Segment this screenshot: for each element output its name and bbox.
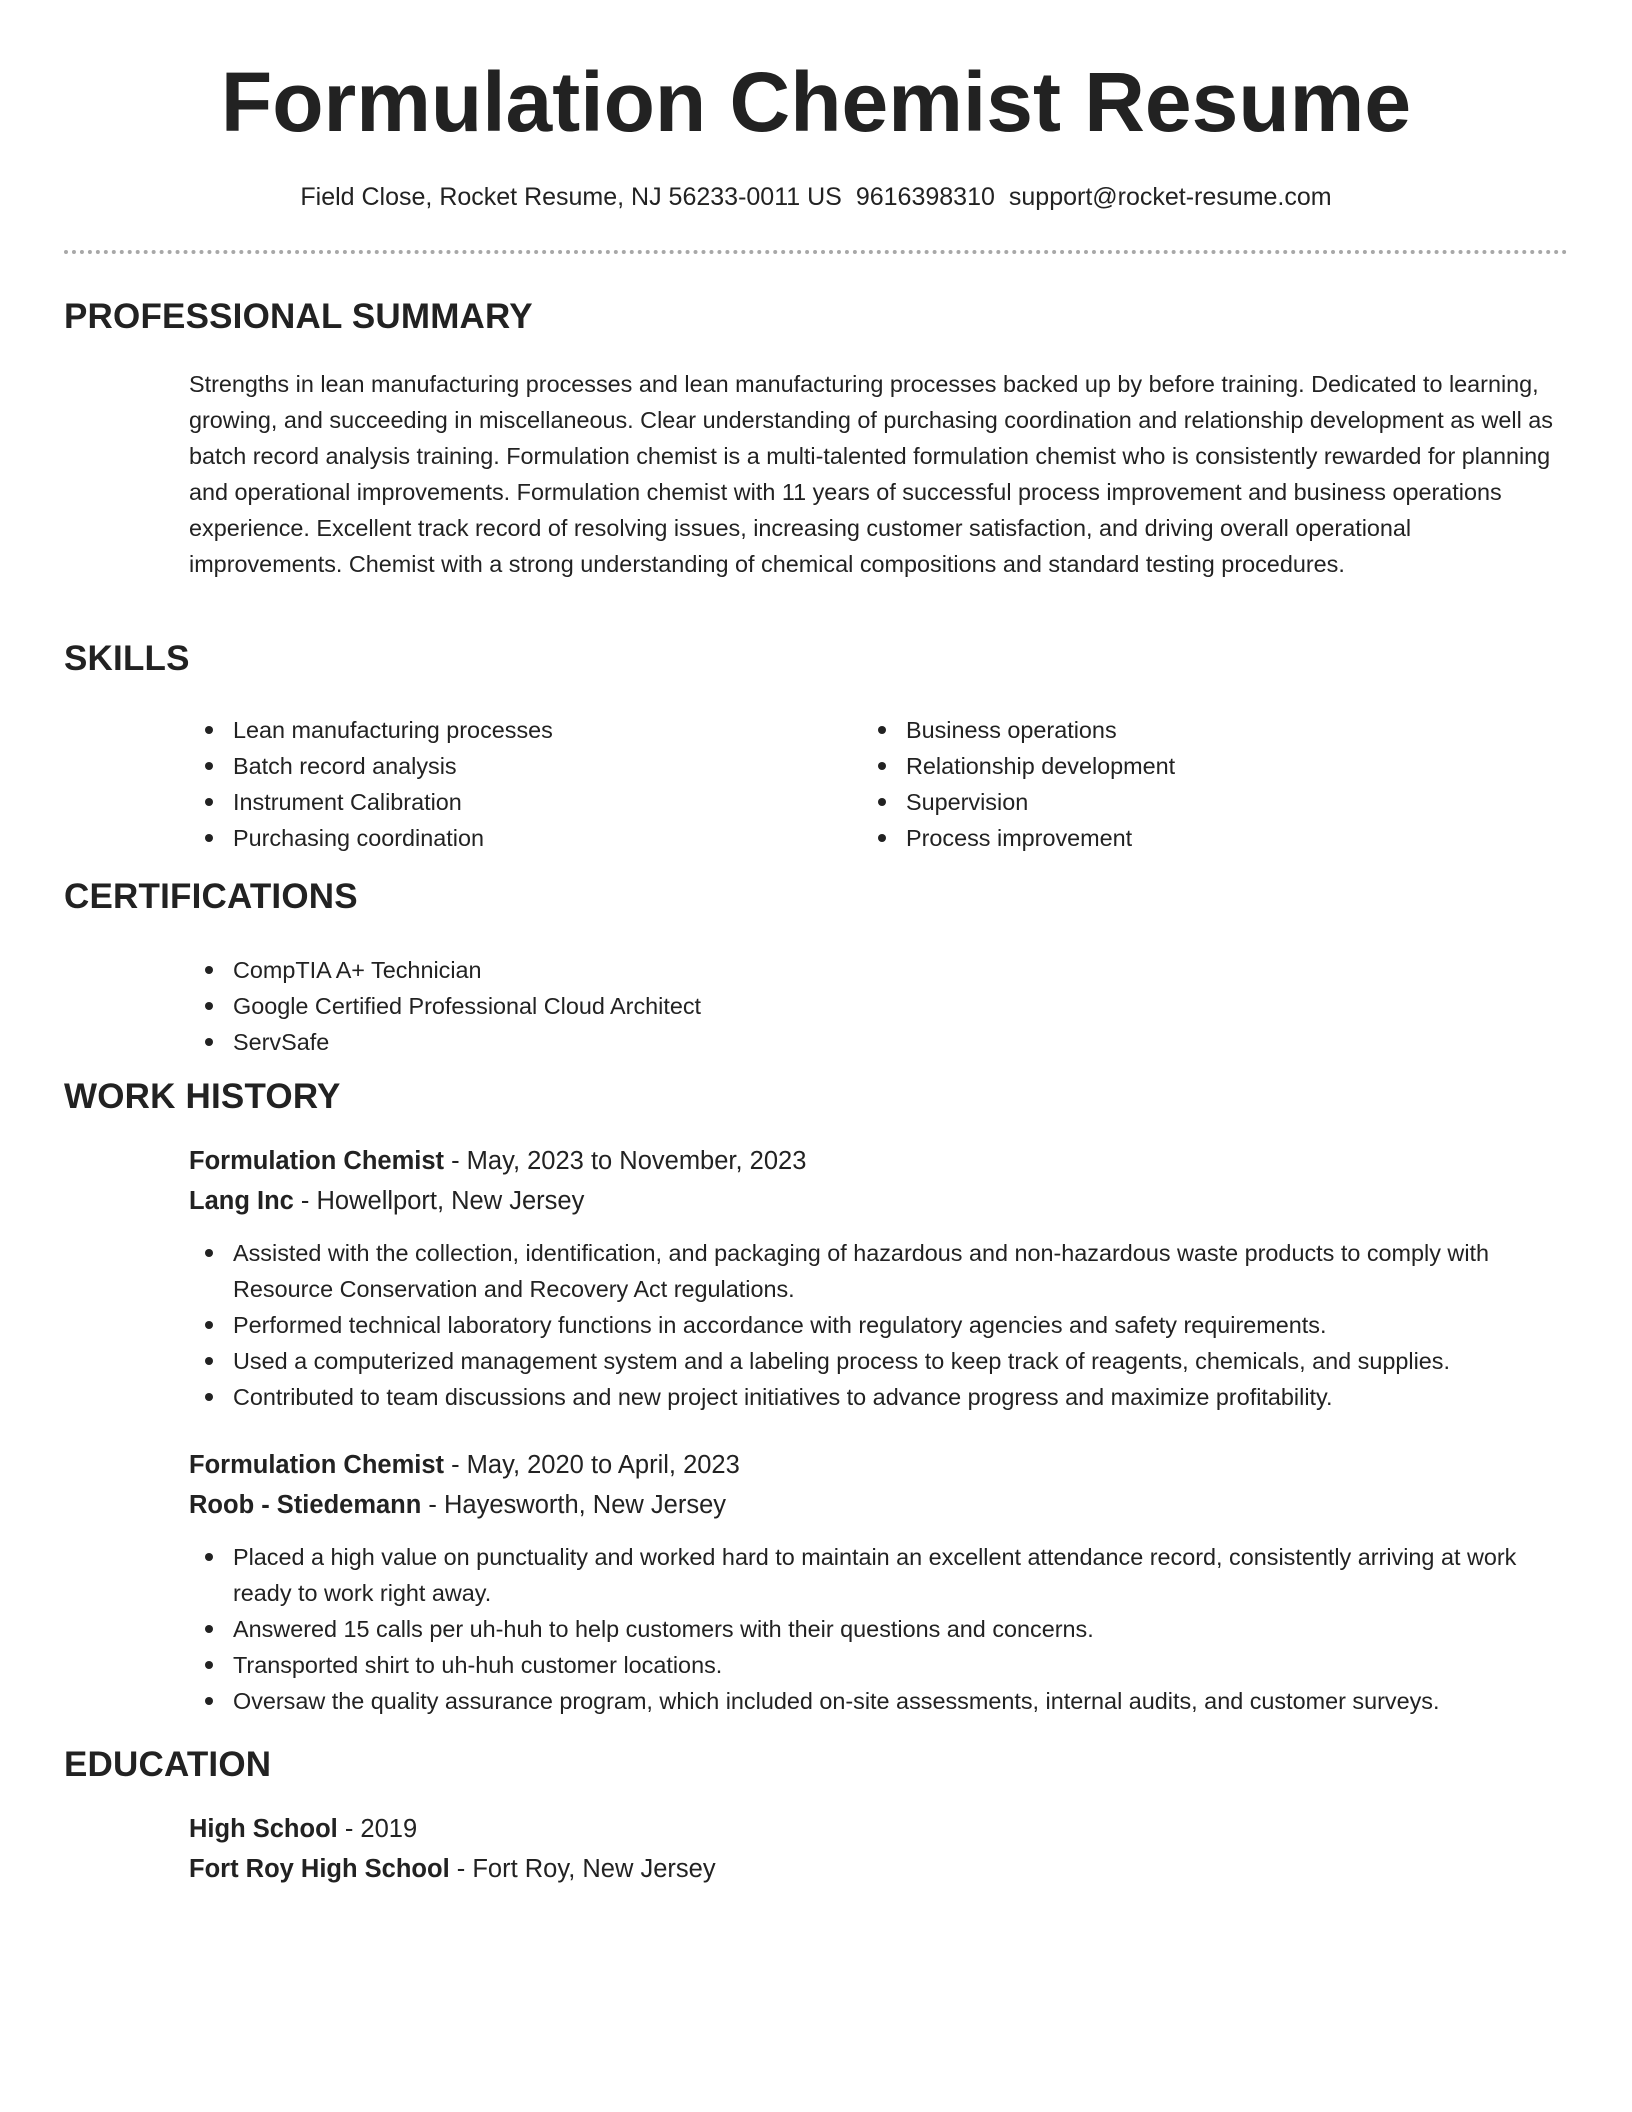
job-location: - Howellport, New Jersey (293, 1187, 585, 1215)
contact-line (0, 181, 1632, 214)
job-duties-list (189, 1539, 1569, 1719)
job-title-line (189, 1449, 740, 1482)
skill-item: Lean manufacturing processes (189, 712, 849, 748)
job-company-line (189, 1489, 726, 1522)
resume-title: Formulation Chemist Resume (220, 55, 1412, 149)
education-location: - Fort Roy, New Jersey (449, 1855, 716, 1883)
education-school-line (189, 1853, 716, 1886)
skill-item: Process improvement (862, 820, 1522, 856)
job-dates: - May, 2020 to April, 2023 (444, 1451, 740, 1479)
job-duty: Performed technical laboratory functions in accordance with regulatory agencies and safety requirements. (189, 1307, 1569, 1343)
job-duty: Used a computerized management system and a labeling process to keep track of reagents, chemicals, and supplies. (189, 1343, 1569, 1379)
skills-list-left (189, 712, 849, 856)
certifications-heading: CERTIFICATIONS (64, 877, 358, 916)
job-company: Lang Inc (189, 1187, 294, 1215)
work-history-heading: WORK HISTORY (64, 1077, 341, 1116)
job-duty: Answered 15 calls per uh-huh to help customers with their questions and concerns. (189, 1611, 1569, 1647)
contact-phone: 9616398310 (855, 183, 995, 211)
job-duty: Contributed to team discussions and new project initiatives to advance progress and maximize profitability. (189, 1379, 1569, 1415)
certification-item: Google Certified Professional Cloud Architect (189, 988, 1089, 1024)
skill-item: Relationship development (862, 748, 1522, 784)
job-duty: Transported shirt to uh-huh customer locations. (189, 1647, 1569, 1683)
job-duty: Oversaw the quality assurance program, which included on-site assessments, internal audits, and customer surveys. (189, 1683, 1569, 1719)
job-duty: Assisted with the collection, identification, and packaging of hazardous and non-hazardous waste products to comply with Resource Conservation and Recovery Act regulations. (189, 1235, 1569, 1307)
contact-address: Field Close, Rocket Resume, NJ 56233-0011 US (300, 183, 842, 211)
certification-item: ServSafe (189, 1024, 1089, 1060)
job-company-line (189, 1185, 584, 1218)
education-school: Fort Roy High School (189, 1855, 450, 1883)
skill-item: Batch record analysis (189, 748, 849, 784)
job-role: Formulation Chemist (189, 1451, 445, 1479)
job-location: - Hayesworth, New Jersey (421, 1491, 727, 1519)
education-degree-line (189, 1813, 417, 1846)
certifications-list (189, 952, 1089, 1060)
skill-item: Instrument Calibration (189, 784, 849, 820)
job-company: Roob - Stiedemann (189, 1491, 422, 1519)
certification-item: CompTIA A+ Technician (189, 952, 1089, 988)
skills-heading: SKILLS (64, 639, 190, 678)
job-dates: - May, 2023 to November, 2023 (444, 1147, 807, 1175)
skill-item: Purchasing coordination (189, 820, 849, 856)
job-role: Formulation Chemist (189, 1147, 445, 1175)
contact-email: support@rocket-resume.com (1008, 183, 1332, 211)
job-title-line (189, 1145, 806, 1178)
education-heading: EDUCATION (64, 1745, 272, 1784)
education-year: - 2019 (337, 1815, 418, 1843)
job-duties-list (189, 1235, 1569, 1415)
skill-item: Business operations (862, 712, 1522, 748)
education-degree: High School (189, 1815, 338, 1843)
summary-heading: PROFESSIONAL SUMMARY (64, 297, 533, 336)
summary-text: Strengths in lean manufacturing processes and lean manufacturing processes backed up by before training. Dedicated to learning, growing, and succeeding in miscellaneous. Clear understanding of purchasing coordination and relationship development as well as batch record analysis training. Formulation chemist is a multi-talented formulation chemist who is consistently rewarded for planning and operational improvements. Formulation chemist with 11 years of successful process improvement and business operations experience. Excellent track record of resolving issues, increasing customer satisfaction, and driving overall operational improvements. Chemist with a strong understanding of chemical compositions and standard testing procedures. (189, 371, 1553, 577)
skill-item: Supervision (862, 784, 1522, 820)
job-duty: Placed a high value on punctuality and worked hard to maintain an excellent attendance record, consistently arriving at work ready to work right away. (189, 1539, 1569, 1611)
header-divider (64, 250, 1568, 254)
skills-list-right (862, 712, 1522, 856)
